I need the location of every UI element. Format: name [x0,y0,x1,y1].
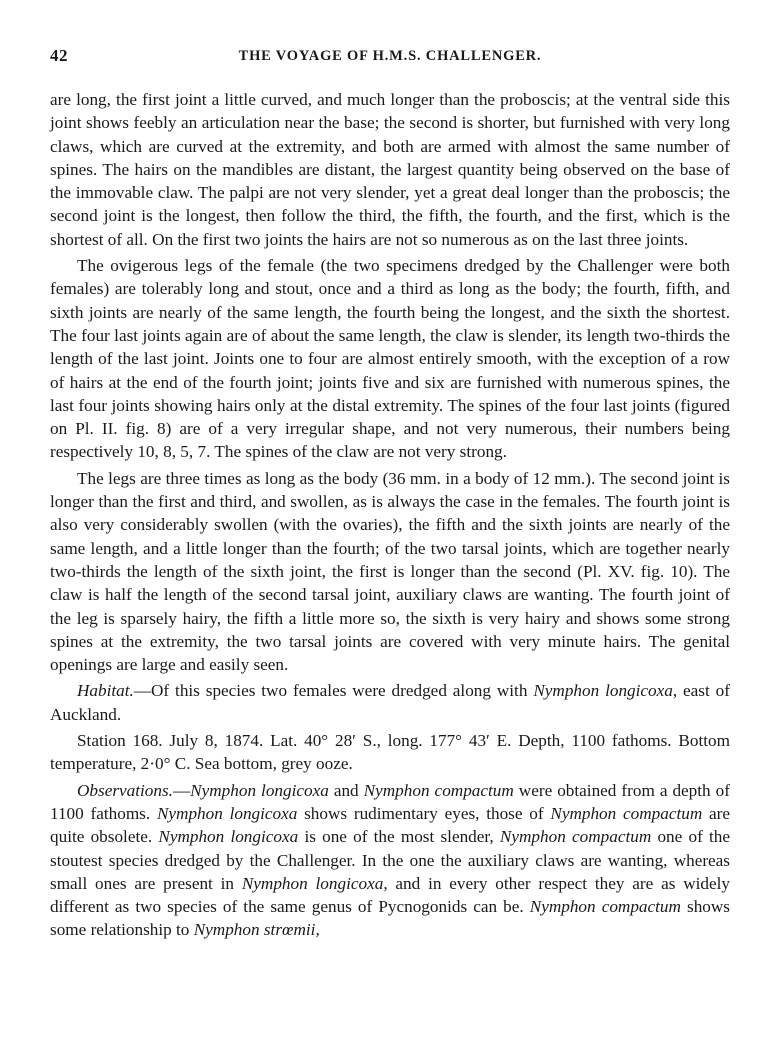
paragraph-mandibles-palpi: are long, the first joint a little curved, and much longer than the proboscis; at the ventral side this joint shows feebly an articulation near the base; the second is shorter, but furnished with very long claws, which are curved at the extremity, and both are armed with almost the same number of spines. The hairs on the mandibles are distant, the largest quantity being observed on the base of the immovable claw. The palpi are not very slender, yet a great deal longer than the proboscis; the second joint is the longest, then follow the third, the fifth, the fourth, and the first, which is the shortest of all. On the first two joints the hairs are not so numerous as on the last three joints. [50,90,730,249]
paragraph-ovigerous-legs: The ovigerous legs of the female (the two specimens dredged by the Challenger were both females) are tolerably long and stout, once and a third as long as the body; the fourth, fifth, and sixth joints are nearly of the same length, the fourth being the longest, and the sixth the shortest. The four last joints again are of about the same length, the claw is slender, its length two-thirds the length of the last joint. Joints one to four are almost entirely smooth, with the exception of a row of hairs at the end of the fourth joint; joints five and six are furnished with numerous spines, the last four joints showing hairs only at the distal extremity. The spines of the four last joints (figured on Pl. II. fig. 8) are of a very irregular shape, and not very numerous, their numbers being respectively 10, 8, 5, 7. The spines of the claw are not very strong. [50,256,730,462]
species-name: Nymphon compactum [499,827,652,847]
obs-text: one of the stoutest species dredged by the Challenger. In the one the auxiliary claws are wanting, whereas small ones are present in [50,827,730,893]
obs-text: — [172,780,191,800]
obs-text: and [328,780,364,800]
paragraph-observations [50,779,730,942]
species-name: Nymphon longicoxa [156,803,298,823]
species-name: Nymphon compactum [363,780,514,800]
paragraph-habitat [50,679,730,726]
observations-label: Observations. [77,780,173,800]
obs-text: shows rudimentary eyes, those of [297,803,551,823]
species-name: Nymphon strœmii [193,920,316,940]
species-name: Nymphon compactum [550,803,703,823]
obs-text: are quite obsolete. [50,803,730,847]
obs-text: is one of the most slender, [298,827,500,847]
species-name: Nymphon longicoxa [190,780,329,800]
document-page [50,44,730,945]
species-name: Nymphon longicoxa [158,827,299,847]
habitat-text-2: , east of Auckland. [50,681,730,724]
obs-text: , and in every other respect they are as widely different as two species of the same genus of Pycnogonids can be. [50,873,730,917]
body-text [50,88,730,942]
habitat-label: Habitat. [77,681,134,701]
running-title: THE VOYAGE OF H.M.S. CHALLENGER. [238,48,542,64]
species-name: Nymphon longicoxa [241,873,384,893]
habitat-text-1: —Of this species two females were dredged along with [133,681,534,701]
paragraph-station: Station 168. July 8, 1874. Lat. 40° 28′ S., long. 177° 43′ E. Depth, 1100 fathoms. Bottom temperature, 2·0° C. Sea bottom, grey ooze. [50,731,730,774]
habitat-species: Nymphon longicoxa [533,681,673,701]
species-name: Nymphon compactum [529,897,681,917]
paragraph-legs: The legs are three times as long as the body (36 mm. in a body of 12 mm.). The second joint is longer than the first and third, and swollen, as is always the case in the females. The fourth joint is also very considerably swollen (with the ovaries), the fifth and the sixth joints are nearly of the same length, and a little longer than the fourth; of the two tarsal joints, which are together nearly two-thirds the length of the sixth joint, the first is longer than the second (Pl. XV. fig. 10). The claw is half the length of the second tarsal joint, auxiliary claws are wanting. The fourth joint of the leg is sparsely hairy, the fifth a little more so, the sixth is very hairy and shows some strong spines at the extremity, the two tarsal joints are covered with very minute hairs. The genital openings are large and easily seen. [50,468,730,675]
page-header [50,44,730,72]
obs-text: were obtained from a depth of 1100 fathoms. [50,780,730,823]
obs-text: shows some relationship to [50,897,730,940]
obs-text: , [315,920,320,940]
page-number: 42 [50,46,68,65]
